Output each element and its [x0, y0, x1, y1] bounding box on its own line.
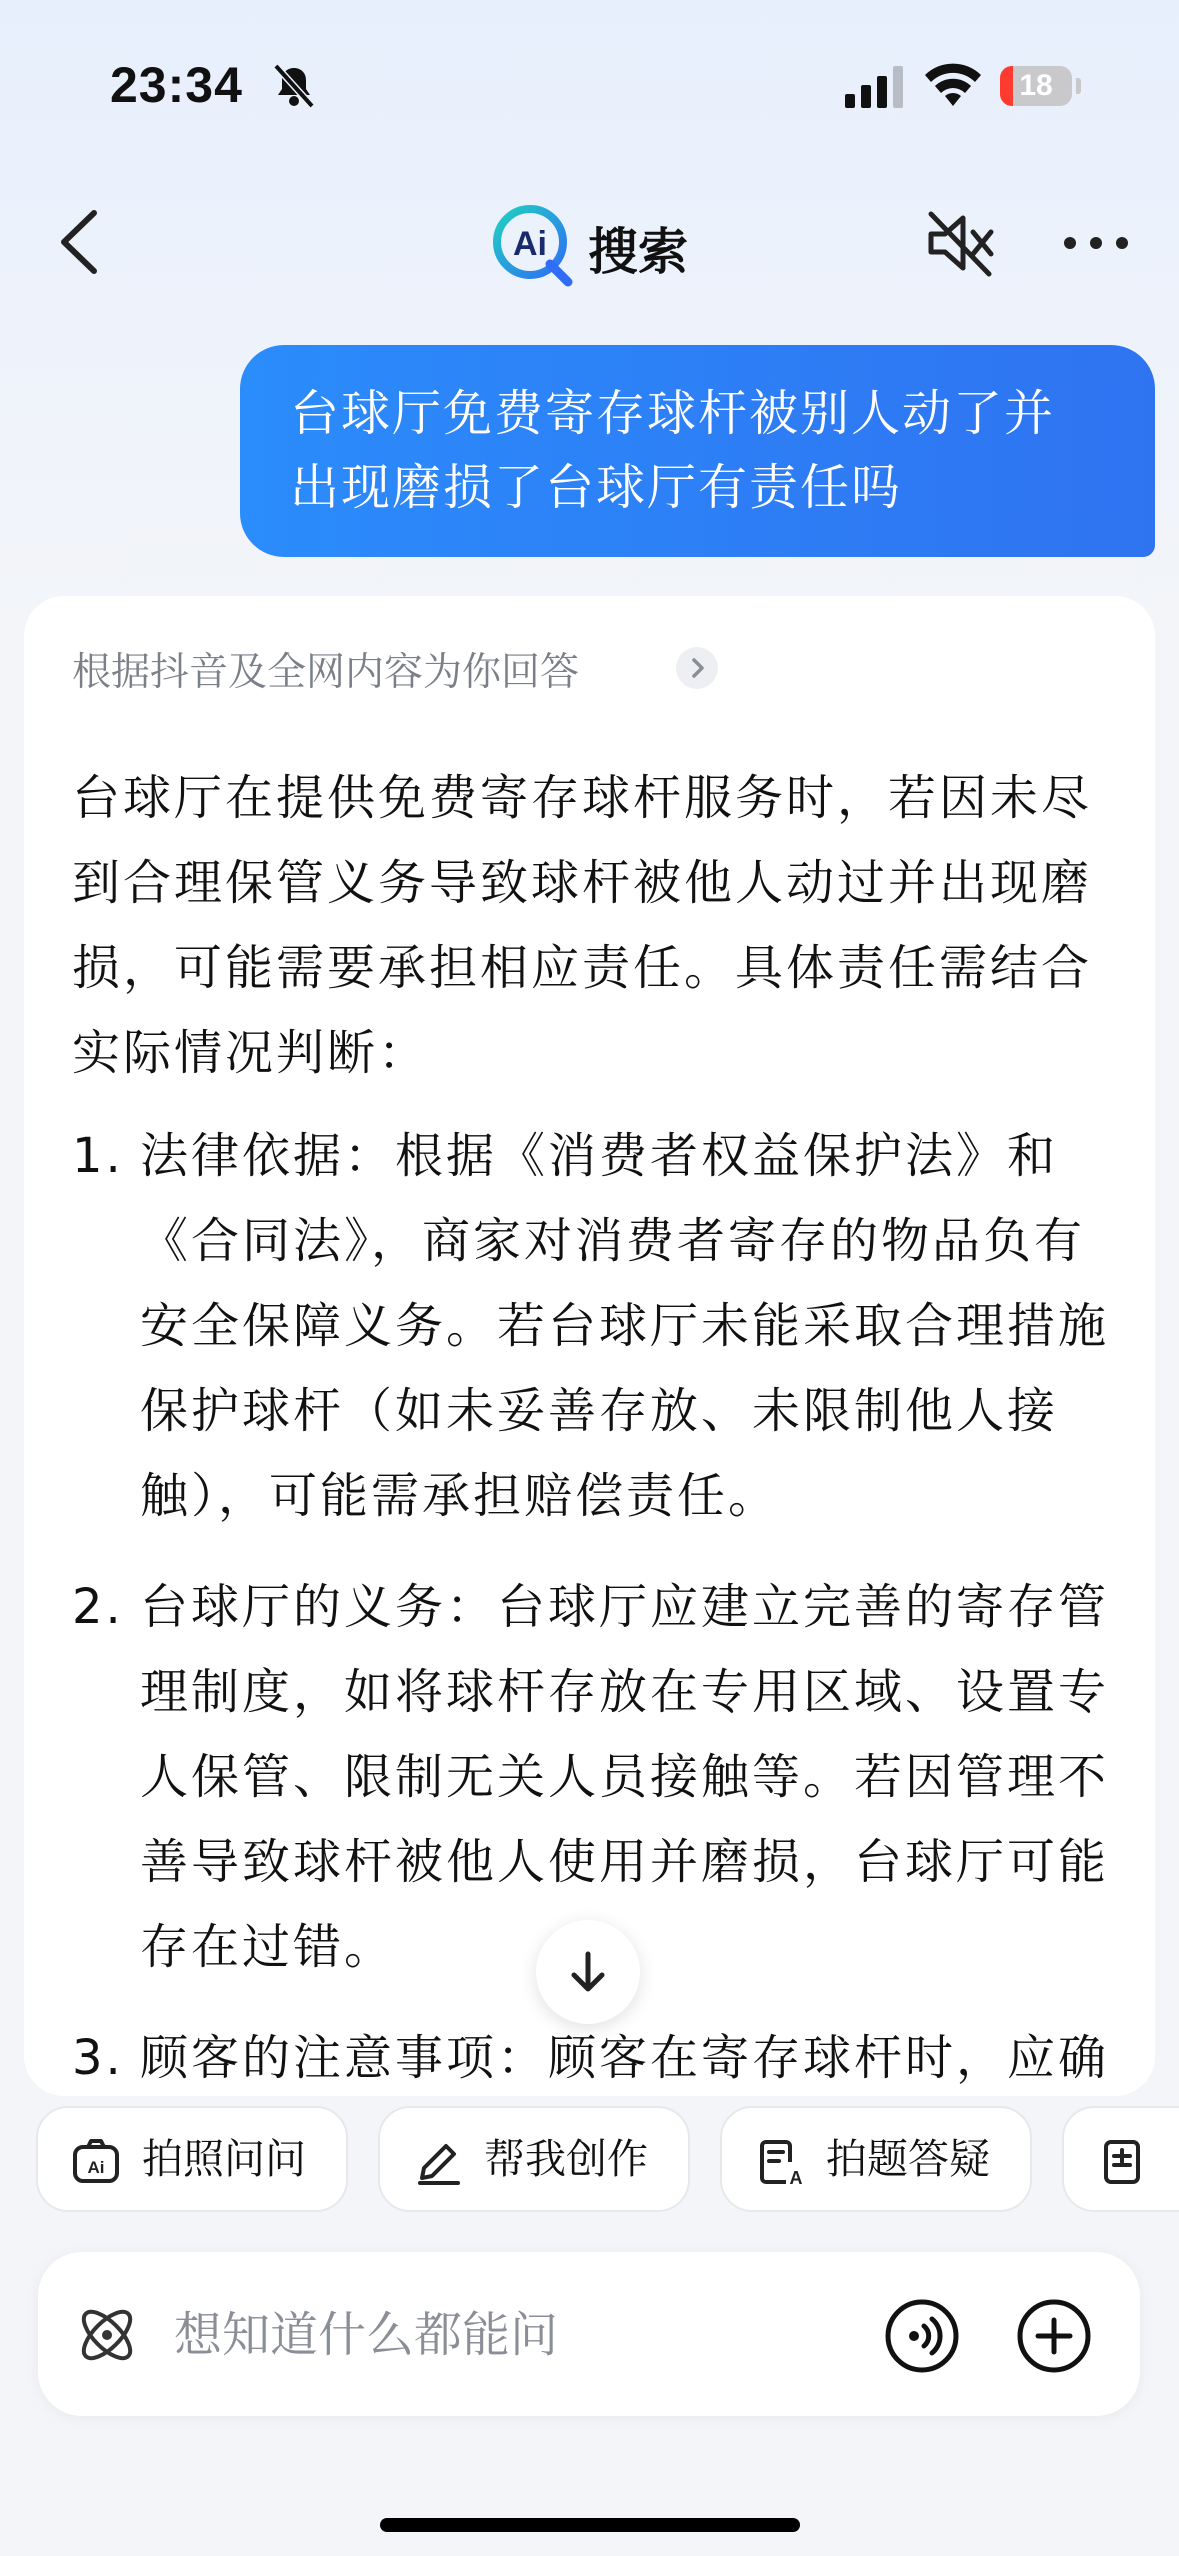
- scroll-down-button[interactable]: [536, 1920, 640, 2024]
- home-indicator: [380, 2518, 800, 2532]
- back-chevron-icon[interactable]: [50, 205, 110, 280]
- camera-ai-icon: [72, 2138, 120, 2186]
- document-icon: [1098, 2138, 1146, 2186]
- chip-scan-question[interactable]: [720, 2106, 1032, 2212]
- speaker-muted-icon[interactable]: [925, 208, 997, 278]
- plus-circle-icon[interactable]: [1016, 2298, 1092, 2374]
- answer-card: [24, 596, 1155, 2096]
- list-number: 3.: [72, 2030, 124, 2086]
- svg-text:Ai: Ai: [513, 225, 547, 263]
- signal-icon: [845, 66, 903, 108]
- list-item-text: 顾客的注意事项：顾客在寄存球杆时，应确: [140, 2030, 1110, 2086]
- bell-slash-icon: [272, 62, 316, 110]
- ai-search-logo: [490, 202, 576, 288]
- chip-label: 帮我创作: [484, 2135, 648, 2183]
- chip-label: 拍题答疑: [826, 2135, 990, 2183]
- page-title: 搜索: [588, 223, 688, 281]
- more-dots-icon[interactable]: [1060, 225, 1132, 261]
- battery-percent: 18: [1019, 69, 1053, 102]
- arrow-down-icon: [564, 1948, 612, 1996]
- battery-nub: [1076, 78, 1081, 94]
- chat-input[interactable]: [172, 2292, 876, 2378]
- wifi-icon: [925, 62, 981, 106]
- chip-label: 拍照问问: [142, 2135, 306, 2183]
- source-chevron-icon[interactable]: [676, 647, 718, 689]
- answer-source[interactable]: 根据抖音及全网内容为你回答: [72, 650, 580, 695]
- atom-icon[interactable]: [72, 2300, 142, 2370]
- user-message-bubble[interactable]: 台球厅免费寄存球杆被别人动了并出现磨损了台球厅有责任吗: [240, 345, 1155, 557]
- voice-call-icon[interactable]: [884, 2298, 960, 2374]
- list-number: 2.: [72, 1579, 124, 1635]
- chat-input-bar: [38, 2252, 1140, 2416]
- quick-actions-bar: [36, 2106, 1179, 2216]
- list-number: 1.: [72, 1128, 124, 1184]
- battery-indicator: [1000, 66, 1072, 106]
- list-item: [72, 1114, 1122, 1539]
- list-item: [72, 2016, 1122, 2101]
- scan-question-icon: [756, 2138, 804, 2186]
- svg-text:A: A: [789, 2168, 803, 2186]
- pen-icon: [414, 2138, 462, 2186]
- chip-document[interactable]: [1062, 2106, 1179, 2212]
- list-item-text: 台球厅的义务：台球厅应建立完善的寄存管理制度，如将球杆存放在专用区域、设置专人保管、限制无关人员接触等。若因管理不善导致球杆被他人使用并磨损，台球厅可能存在过错。: [140, 1579, 1110, 1975]
- status-time: 23:34: [110, 57, 243, 113]
- chip-create[interactable]: [378, 2106, 690, 2212]
- list-item-text: 法律依据：根据《消费者权益保护法》和《合同法》，商家对消费者寄存的物品负有安全保障义务。若台球厅未能采取合理措施保护球杆（如未妥善存放、未限制他人接触），可能需承担赔偿责任。: [140, 1128, 1110, 1524]
- svg-text:Ai: Ai: [87, 2158, 105, 2177]
- answer-intro: 台球厅在提供免费寄存球杆服务时，若因未尽到合理保管义务导致球杆被他人动过并出现磨损，可能需要承担相应责任。具体责任需结合实际情况判断：: [72, 770, 1093, 1081]
- chip-photo-ask[interactable]: [36, 2106, 348, 2212]
